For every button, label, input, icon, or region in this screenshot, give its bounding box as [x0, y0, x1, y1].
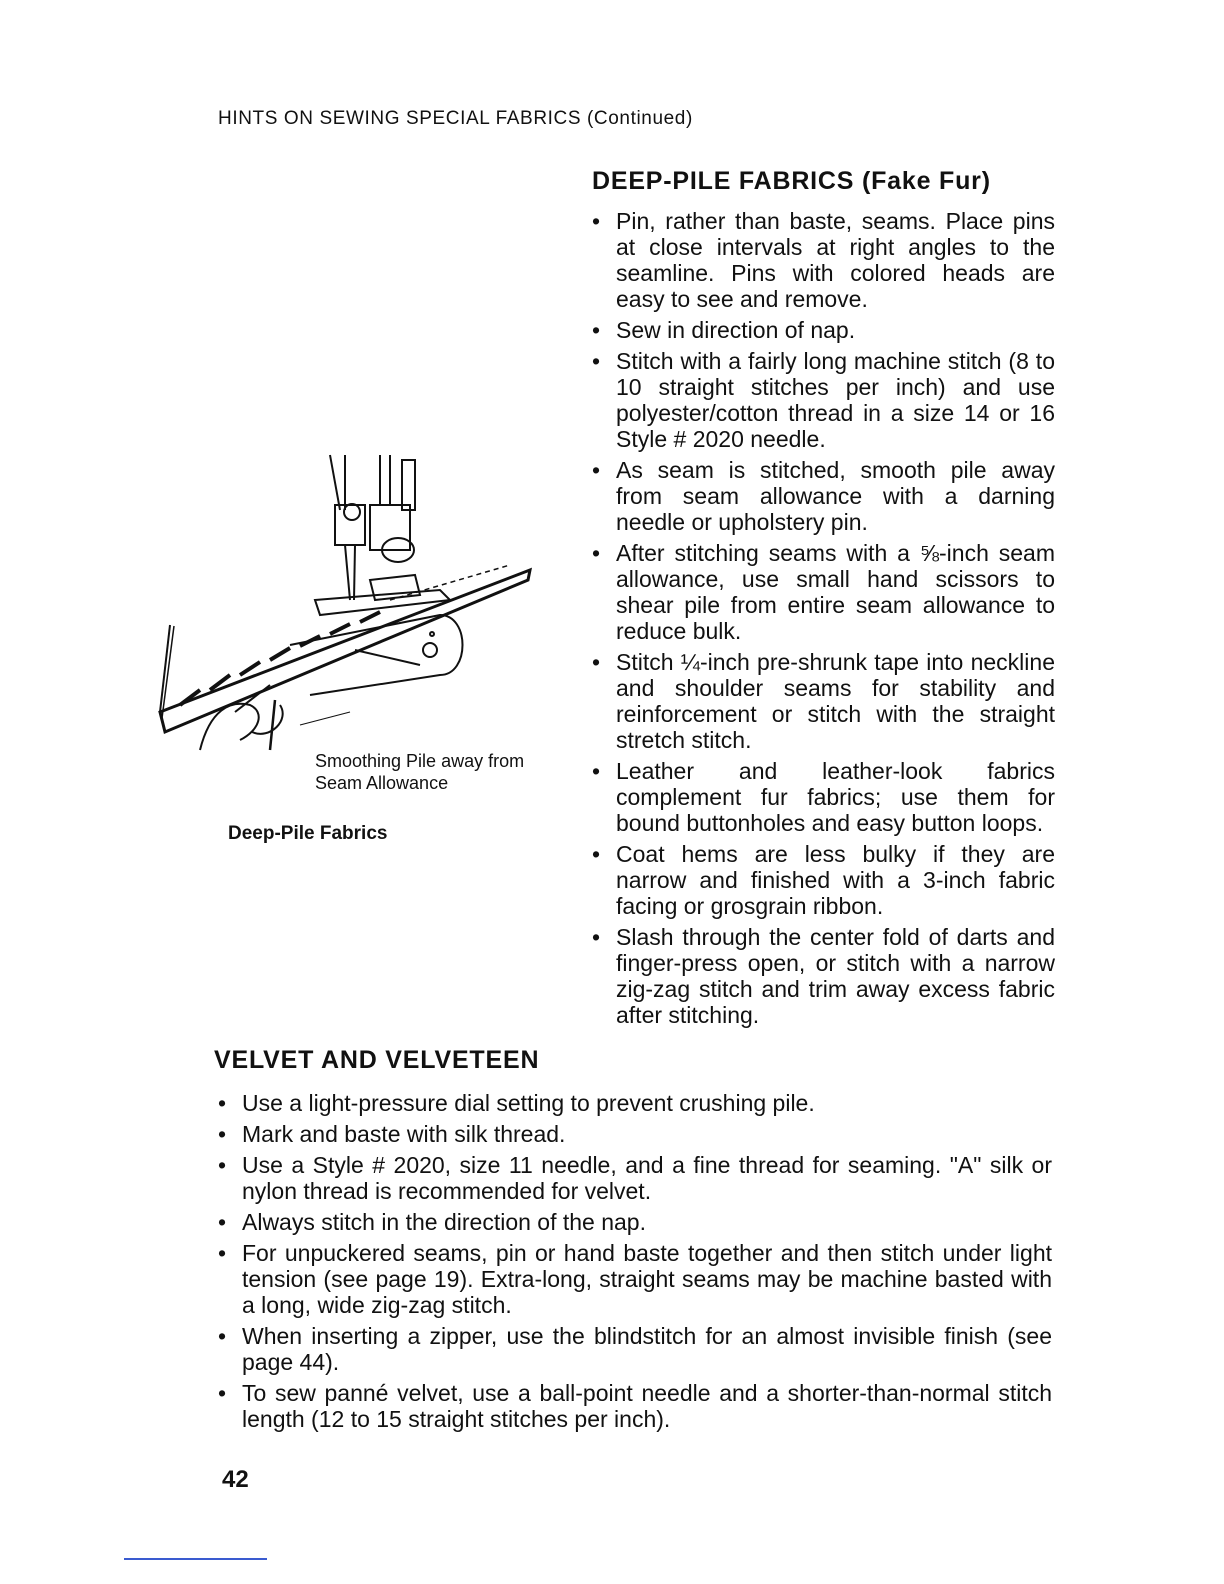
list-item: [590, 348, 1055, 452]
list-item: [590, 317, 1055, 343]
figure-caption: Smoothing Pile away from Seam Allowance: [315, 751, 525, 793]
list-item: [216, 1090, 1052, 1116]
bullet-icon: •: [592, 649, 601, 675]
list-item: [216, 1323, 1052, 1375]
list-item-text: Always stitch in the direction of the nap.: [242, 1209, 646, 1235]
bullet-icon: •: [592, 540, 601, 566]
velvet-title: VELVET AND VELVETEEN: [214, 1046, 540, 1074]
list-item-text: Pin, rather than baste, seams. Place pins at close intervals at right angles to the seamline. Pins with colored heads are easy to see and remove.: [616, 208, 1055, 312]
list-item-text: Stitch with a fairly long machine stitch (8 to 10 straight stitches per inch) and use polyester/cotton thread in a size 14 or 16 Style # 2020 needle.: [616, 348, 1055, 452]
sewing-machine-illustration: [140, 450, 540, 760]
bullet-icon: •: [592, 317, 601, 343]
velvet-list: [216, 1090, 1052, 1437]
list-item-text: To sew panné velvet, use a ball-point needle and a shorter-than-normal stitch length (12 to 15 straight stitches per inch).: [242, 1380, 1052, 1432]
footer-rule: [124, 1558, 267, 1560]
list-item-text: Use a light-pressure dial setting to prevent crushing pile.: [242, 1090, 815, 1116]
page-number: 42: [222, 1466, 249, 1493]
list-item-text: Use a Style # 2020, size 11 needle, and a fine thread for seaming. "A" silk or nylon thread is recommended for velvet.: [242, 1152, 1052, 1204]
bullet-icon: •: [218, 1090, 227, 1116]
list-item-text: Stitch ¼-inch pre-shrunk tape into neckline and shoulder seams for stability and reinforcement or stitch with the straight stretch stitch.: [616, 649, 1055, 753]
list-item-text: As seam is stitched, smooth pile away from seam allowance with a darning needle or upholstery pin.: [616, 457, 1055, 535]
bullet-icon: •: [218, 1240, 227, 1266]
deep-pile-list: [590, 208, 1055, 1033]
list-item-text: Sew in direction of nap.: [616, 317, 856, 343]
deep-pile-title: DEEP-PILE FABRICS (Fake Fur): [592, 167, 991, 195]
bullet-icon: •: [218, 1121, 227, 1147]
list-item-text: When inserting a zipper, use the blindstitch for an almost invisible finish (see page 44).: [242, 1323, 1052, 1375]
list-item-text: Slash through the center fold of darts and finger-press open, or stitch with a narrow zig-zag stitch and trim away excess fabric after stitching.: [616, 924, 1055, 1028]
list-item: [216, 1152, 1052, 1204]
bullet-icon: •: [218, 1152, 227, 1178]
bullet-icon: •: [218, 1209, 227, 1235]
bullet-icon: •: [218, 1323, 227, 1349]
list-item-text: Leather and leather-look fabrics complement fur fabrics; use them for bound buttonholes and easy button loops.: [616, 758, 1055, 836]
bullet-icon: •: [592, 924, 601, 950]
list-item-text: After stitching seams with a ⅝-inch seam allowance, use small hand scissors to shear pile from entire seam allowance to reduce bulk.: [616, 540, 1055, 644]
bullet-icon: •: [592, 348, 601, 374]
list-item: [590, 649, 1055, 753]
list-item: [590, 540, 1055, 644]
list-item: [590, 758, 1055, 836]
running-head: HINTS ON SEWING SPECIAL FABRICS (Continued): [218, 108, 693, 129]
figure-label: Deep-Pile Fabrics: [228, 823, 388, 844]
list-item: [590, 457, 1055, 535]
list-item: [590, 924, 1055, 1028]
list-item: [216, 1380, 1052, 1432]
list-item: [216, 1121, 1052, 1147]
bullet-icon: •: [592, 457, 601, 483]
list-item-text: For unpuckered seams, pin or hand baste together and then stitch under light tension (see page 19). Extra-long, straight seams may be machine basted with a long, wide zig-zag stitch.: [242, 1240, 1052, 1318]
bullet-icon: •: [218, 1380, 227, 1406]
list-item: [216, 1209, 1052, 1235]
bullet-icon: •: [592, 208, 601, 234]
list-item-text: Coat hems are less bulky if they are narrow and finished with a 3-inch fabric facing or grosgrain ribbon.: [616, 841, 1055, 919]
bullet-icon: •: [592, 758, 601, 784]
list-item-text: Mark and baste with silk thread.: [242, 1121, 566, 1147]
bullet-icon: •: [592, 841, 601, 867]
list-item: [590, 841, 1055, 919]
list-item: [590, 208, 1055, 312]
list-item: [216, 1240, 1052, 1318]
